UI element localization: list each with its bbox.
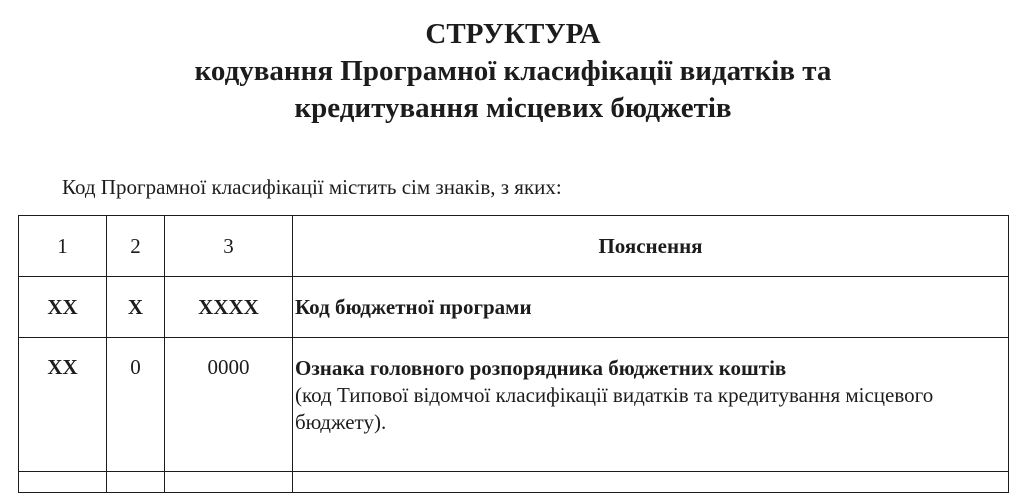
header-cell-2: 2 bbox=[107, 216, 165, 277]
document-title bbox=[0, 16, 1026, 127]
row-2-code-part-1: XX bbox=[19, 338, 107, 472]
row-2-code-part-3: 0000 bbox=[165, 338, 293, 472]
row-1-description: Код бюджетної програми bbox=[293, 277, 1009, 338]
row-2-code-part-2: 0 bbox=[107, 338, 165, 472]
header-cell-explanation: Пояснення bbox=[293, 216, 1009, 277]
title-line-3: кредитування місцевих бюджетів bbox=[294, 92, 732, 124]
code-structure-table bbox=[18, 215, 1009, 493]
title-line-1: СТРУКТУРА bbox=[425, 18, 601, 50]
table-row bbox=[19, 338, 1009, 472]
table-row-partial bbox=[19, 472, 1009, 493]
title-line-2: кодування Програмної класифікації видатків та bbox=[194, 55, 832, 87]
intro-text: Код Програмної класифікації містить сім знаків, з яких: bbox=[62, 175, 562, 199]
table-header-row bbox=[19, 216, 1009, 277]
table-row bbox=[19, 277, 1009, 338]
header-cell-3: 3 bbox=[165, 216, 293, 277]
row-1-code-part-1: XX bbox=[19, 277, 107, 338]
row-2-description-title: Ознака головного розпорядника бюджетних коштів bbox=[295, 356, 787, 380]
row-2-description-note: (код Типової відомчої класифікації видатків та кредитування місцевого бюджету). bbox=[295, 383, 934, 434]
row-1-code-part-3: XXXX bbox=[165, 277, 293, 338]
row-1-code-part-2: X bbox=[107, 277, 165, 338]
row-2-description bbox=[293, 338, 1009, 472]
header-cell-1: 1 bbox=[19, 216, 107, 277]
